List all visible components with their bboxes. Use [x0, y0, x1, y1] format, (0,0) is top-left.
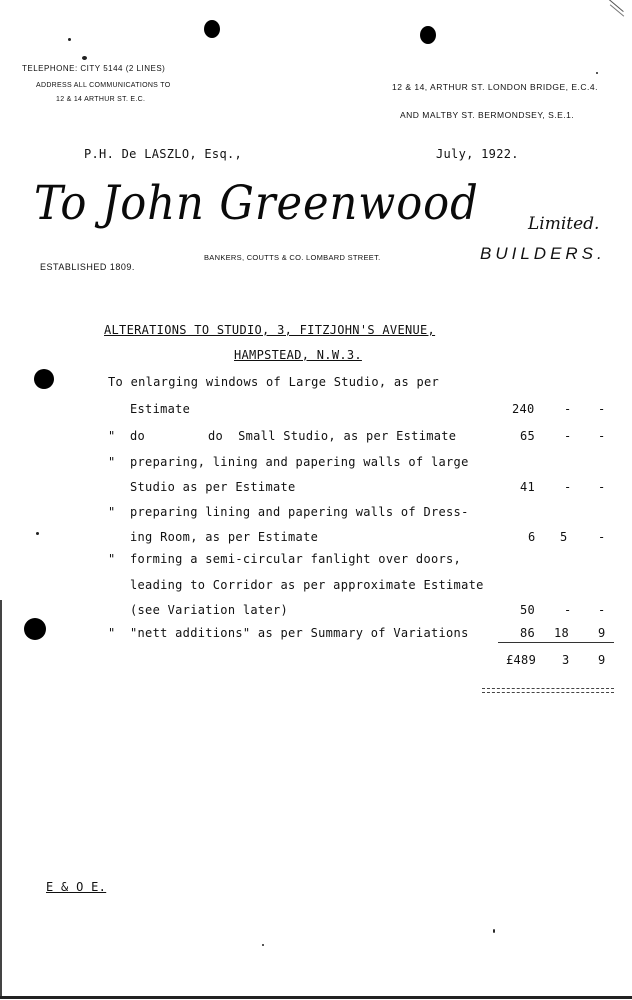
item-3-shillings: - — [564, 480, 572, 494]
total-shillings: 3 — [562, 653, 570, 667]
punch-hole-left-low — [24, 618, 46, 640]
item-5-pence: - — [598, 603, 606, 617]
item-2-line-1b: do Small Studio, as per Estimate — [208, 429, 457, 443]
bankers: BANKERS, COUTTS & CO. LOMBARD STREET. — [204, 253, 381, 262]
total-pounds: £489 — [506, 653, 537, 667]
subtotal-rule — [498, 642, 614, 643]
item-4-line-2: ing Room, as per Estimate — [130, 530, 319, 544]
item-1-pounds: 240 — [512, 402, 535, 416]
speck — [262, 944, 264, 946]
item-2-shillings: - — [564, 429, 572, 443]
address-all-line-2: 12 & 14 ARTHUR ST. E.C. — [56, 96, 146, 103]
item-3-pence: - — [598, 480, 606, 494]
speck — [36, 532, 39, 535]
addressee: P.H. De LASZLO, Esq., — [84, 147, 243, 161]
telephone: TELEPHONE: CITY 5144 (2 LINES) — [22, 64, 166, 73]
item-5-line-3: (see Variation later) — [130, 603, 289, 617]
item-2-line-1: do — [130, 429, 146, 443]
bottom-edge — [0, 996, 632, 999]
item-3-line-2: Studio as per Estimate — [130, 480, 296, 494]
item-4-shillings: 5 — [560, 530, 568, 544]
speck — [68, 38, 71, 41]
item-4-line-1: preparing lining and papering walls of Dress- — [130, 505, 469, 519]
item-2-pounds: 65 — [520, 429, 536, 443]
speck — [596, 72, 598, 74]
speck — [82, 56, 87, 60]
total-pence: 9 — [598, 653, 606, 667]
address-right-line-2: AND MALTBY ST. BERMONDSEY, S.E.1. — [400, 110, 575, 120]
item-1-line-2: Estimate — [130, 402, 191, 416]
item-3-pounds: 41 — [520, 480, 536, 494]
total-double-rule-2 — [482, 692, 614, 693]
item-5-pounds: 50 — [520, 603, 536, 617]
item-6-pence: 9 — [598, 626, 606, 640]
total-double-rule-1 — [482, 688, 614, 689]
item-5-line-1: forming a semi-circular fanlight over doors, — [130, 552, 462, 566]
item-6-pounds: 86 — [520, 626, 536, 640]
punch-hole-left-mid — [34, 369, 54, 389]
item-4-pence: - — [598, 530, 606, 544]
item-3-line-1: preparing, lining and papering walls of large — [130, 455, 469, 469]
heading-line-2: HAMPSTEAD, N.W.3. — [234, 348, 362, 362]
address-all-line-1: ADDRESS ALL COMMUNICATIONS TO — [36, 82, 171, 89]
invoice-date: July, 1922. — [436, 147, 519, 161]
errors-omissions-excepted: E & O E. — [46, 880, 107, 894]
punch-hole-top-left — [204, 20, 220, 38]
item-5-line-2: leading to Corridor as per approximate Estimate — [130, 578, 484, 592]
item-5-ditto-mark: " — [108, 552, 116, 566]
item-1-line-1: To enlarging windows of Large Studio, as per — [108, 375, 440, 389]
item-6-shillings: 18 — [554, 626, 570, 640]
speck — [493, 929, 495, 933]
item-6-line-1: "nett additions" as per Summary of Variations — [130, 626, 469, 640]
punch-hole-top-right — [420, 26, 436, 44]
heading-line-1: ALTERATIONS TO STUDIO, 3, FITZJOHN'S AVENUE, — [104, 323, 436, 337]
item-4-pounds: 6 — [528, 530, 536, 544]
item-2-pence: - — [598, 429, 606, 443]
item-2-ditto-mark: " — [108, 429, 116, 443]
item-6-ditto-mark: " — [108, 626, 116, 640]
established: ESTABLISHED 1809. — [40, 262, 135, 272]
left-edge — [0, 600, 2, 996]
item-5-shillings: - — [564, 603, 572, 617]
address-right-line-1: 12 & 14, ARTHUR ST. LONDON BRIDGE, E.C.4. — [392, 82, 598, 92]
item-3-ditto-mark: " — [108, 455, 116, 469]
item-4-ditto-mark: " — [108, 505, 116, 519]
item-1-shillings: - — [564, 402, 572, 416]
company-suffix-logo: Limited. — [528, 214, 600, 234]
item-1-pence: - — [598, 402, 606, 416]
company-name-logo: To John Greenwood — [34, 176, 479, 231]
builders-tagline: BUILDERS. — [480, 244, 606, 263]
